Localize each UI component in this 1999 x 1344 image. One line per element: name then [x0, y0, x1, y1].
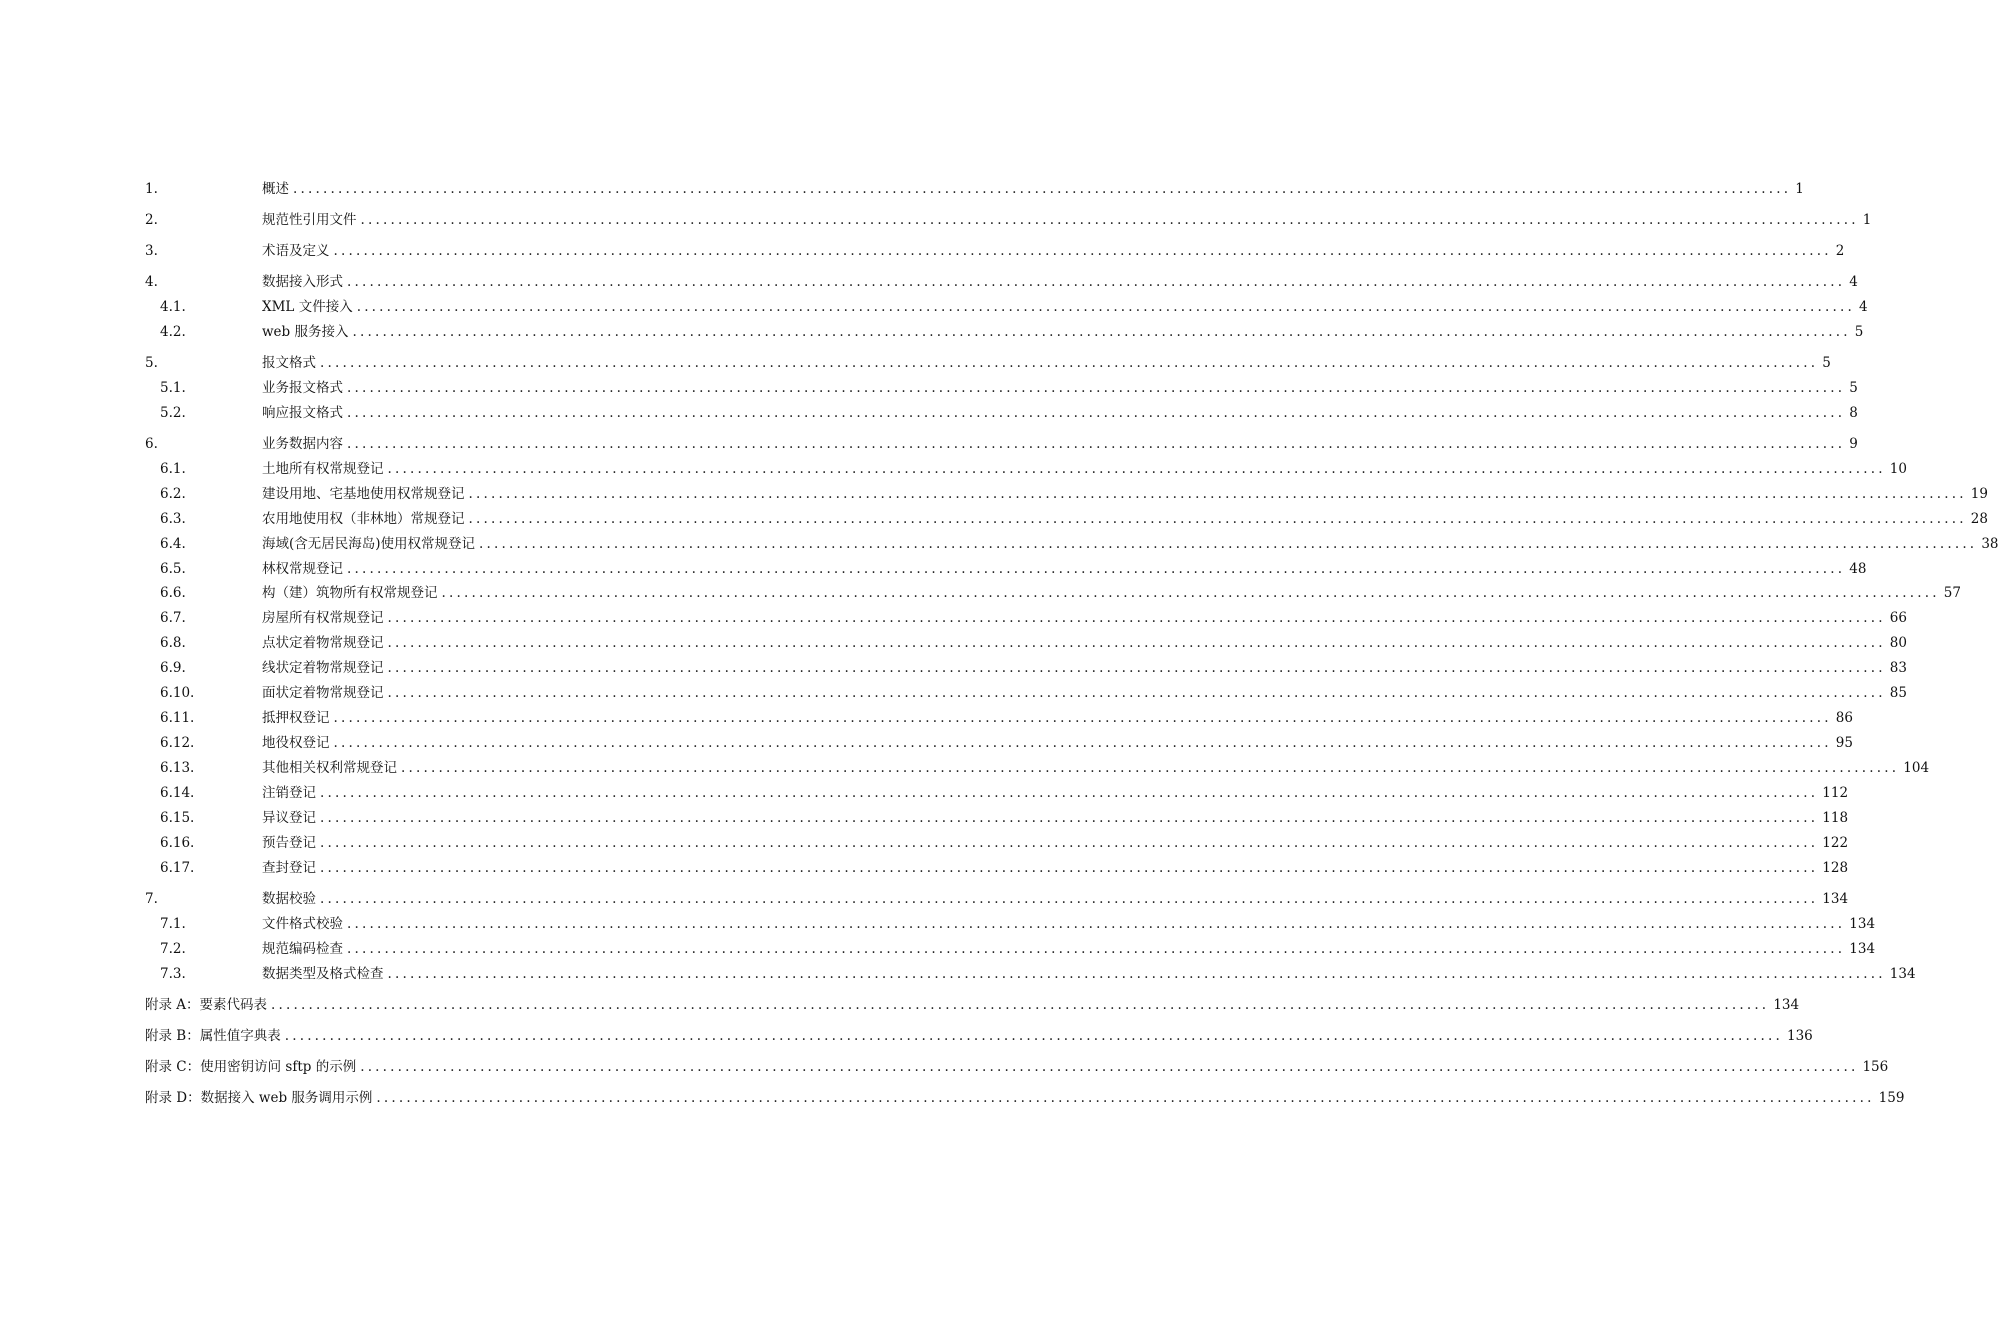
toc-entry-page-number: 112: [1822, 785, 1849, 801]
toc-leader-dots: ........................................................................................................................................................................................................: [333, 735, 1832, 751]
toc-entry[interactable]: [0, 210, 1872, 230]
toc-entry-page-number: 118: [1822, 810, 1849, 826]
toc-entry[interactable]: [0, 509, 1988, 529]
toc-entry-number: 5.1.: [160, 380, 186, 396]
toc-leader-dots: ........................................................................................................................................................................................................: [347, 436, 1846, 452]
toc-entry-page-number: 80: [1889, 635, 1907, 651]
toc-entry[interactable]: [0, 1088, 1905, 1108]
toc-entry-title: 查封登记: [262, 860, 316, 876]
toc-entry[interactable]: [0, 964, 1916, 984]
toc-entry-title: web 服务接入: [262, 324, 349, 340]
toc-entry-page-number: 9: [1849, 436, 1858, 452]
toc-entry-number: 3.: [145, 243, 158, 259]
toc-entry-number: 6.10.: [160, 685, 195, 701]
toc-entry-title: 文件格式校验: [262, 916, 343, 932]
toc-entry-title: 术语及定义: [262, 243, 330, 259]
toc-entry-number: 4.: [145, 274, 158, 290]
toc-entry-number: 2.: [145, 212, 158, 228]
toc-entry-page-number: 136: [1786, 1028, 1813, 1044]
toc-entry-page-number: 66: [1889, 610, 1907, 626]
toc-entry-page-number: 28: [1970, 511, 1988, 527]
toc-entry[interactable]: [0, 297, 1868, 317]
toc-entry-page-number: 10: [1889, 461, 1907, 477]
toc-leader-dots: ........................................................................................................................................................................................................: [320, 355, 1819, 371]
toc-entry-page-number: 134: [1822, 891, 1849, 907]
toc-entry-number: 6.2.: [160, 486, 186, 502]
toc-leader-dots: ........................................................................................................................................................................................................: [347, 380, 1846, 396]
toc-entry-page-number: 134: [1889, 966, 1916, 982]
toc-entry[interactable]: [0, 939, 1876, 959]
toc-entry[interactable]: [0, 179, 1804, 199]
toc-entry-title: 报文格式: [262, 355, 316, 371]
toc-entry-page-number: 95: [1835, 735, 1853, 751]
toc-entry-title: 数据校验: [262, 891, 316, 907]
toc-entry-number: 6.6.: [160, 585, 186, 601]
toc-entry-number: 6.11.: [160, 710, 195, 726]
toc-leader-dots: ........................................................................................................................................................................................................: [387, 610, 1886, 626]
toc-entry-title: 其他相关权利常规登记: [262, 760, 397, 776]
toc-entry[interactable]: [0, 914, 1876, 934]
toc-leader-dots: ........................................................................................................................................................................................................: [333, 243, 1832, 259]
toc-entry-page-number: 159: [1878, 1090, 1905, 1106]
toc-entry-number: 6.8.: [160, 635, 186, 651]
toc-entry-page-number: 122: [1822, 835, 1849, 851]
toc-entry-page-number: 5: [1849, 380, 1858, 396]
toc-entry-title: 规范编码检查: [262, 941, 343, 957]
toc-leader-dots: ........................................................................................................................................................................................................: [479, 536, 1978, 552]
toc-entry-page-number: 1: [1795, 181, 1804, 197]
toc-entry-page-number: 104: [1903, 760, 1930, 776]
toc-leader-dots: ........................................................................................................................................................................................................: [387, 635, 1886, 651]
toc-entry[interactable]: [0, 272, 1858, 292]
toc-entry-page-number: 57: [1943, 585, 1961, 601]
toc-entry[interactable]: [0, 534, 1999, 554]
toc-entry-page-number: 85: [1889, 685, 1907, 701]
toc-entry-title: 附录 D：数据接入 web 服务调用示例: [145, 1090, 373, 1106]
toc-leader-dots: ........................................................................................................................................................................................................: [387, 461, 1886, 477]
toc-leader-dots: ........................................................................................................................................................................................................: [360, 212, 1859, 228]
toc-leader-dots: ........................................................................................................................................................................................................: [320, 835, 1819, 851]
toc-leader-dots: ........................................................................................................................................................................................................: [441, 585, 1940, 601]
toc-leader-dots: ........................................................................................................................................................................................................: [293, 181, 1792, 197]
toc-entry-title: 异议登记: [262, 810, 316, 826]
toc-leader-dots: ........................................................................................................................................................................................................: [271, 997, 1770, 1013]
toc-entry-page-number: 134: [1849, 941, 1876, 957]
toc-leader-dots: ........................................................................................................................................................................................................: [401, 760, 1900, 776]
toc-entry[interactable]: [0, 808, 1849, 828]
toc-entry-title: 业务报文格式: [262, 380, 343, 396]
toc-entry-title: 地役权登记: [262, 735, 330, 751]
toc-entry-page-number: 5: [1854, 324, 1864, 340]
toc-entry[interactable]: [0, 889, 1849, 909]
toc-entry-title: 线状定着物常规登记: [262, 660, 384, 676]
toc-entry-title: 面状定着物常规登记: [262, 685, 384, 701]
toc-leader-dots: ........................................................................................................................................................................................................: [352, 324, 1851, 340]
toc-leader-dots: ........................................................................................................................................................................................................: [387, 660, 1886, 676]
toc-entry-page-number: 19: [1970, 486, 1988, 502]
toc-entry-page-number: 2: [1835, 243, 1845, 259]
toc-entry-number: 6.12.: [160, 735, 195, 751]
toc-leader-dots: ........................................................................................................................................................................................................: [468, 486, 1967, 502]
toc-entry-title: 业务数据内容: [262, 436, 343, 452]
toc-entry-title: 抵押权登记: [262, 710, 330, 726]
toc-entry-title: 构（建）筑物所有权常规登记: [262, 585, 438, 601]
toc-entry-page-number: 156: [1862, 1059, 1889, 1075]
toc-entry-page-number: 1: [1862, 212, 1872, 228]
toc-entry-title: 附录 C：使用密钥访问 sftp 的示例: [145, 1059, 357, 1075]
toc-entry-number: 6.4.: [160, 536, 186, 552]
toc-entry[interactable]: [0, 783, 1849, 803]
toc-entry-number: 6.14.: [160, 785, 195, 801]
toc-entry-title: XML 文件接入: [262, 299, 353, 315]
toc-entry[interactable]: [0, 1026, 1813, 1046]
toc-entry[interactable]: [0, 403, 1858, 423]
toc-entry-page-number: 83: [1889, 660, 1907, 676]
toc-entry[interactable]: [0, 608, 1907, 628]
toc-leader-dots: ........................................................................................................................................................................................................: [468, 511, 1967, 527]
toc-leader-dots: ........................................................................................................................................................................................................: [347, 561, 1846, 577]
toc-entry-title: 点状定着物常规登记: [262, 635, 384, 651]
toc-entry-number: 6.9.: [160, 660, 186, 676]
toc-entry-number: 6.17.: [160, 860, 195, 876]
toc-entry-number: 5.: [145, 355, 158, 371]
toc-entry-number: 1.: [145, 181, 158, 197]
toc-leader-dots: ........................................................................................................................................................................................................: [387, 966, 1886, 982]
toc-entry-title: 农用地使用权（非林地）常规登记: [262, 511, 465, 527]
toc-entry-number: 6.1.: [160, 461, 186, 477]
toc-entry-number: 6.: [145, 436, 158, 452]
toc-entry[interactable]: [0, 434, 1858, 454]
toc-leader-dots: ........................................................................................................................................................................................................: [387, 685, 1886, 701]
toc-entry-title: 响应报文格式: [262, 405, 343, 421]
toc-entry[interactable]: [0, 241, 1845, 261]
toc-entry[interactable]: [0, 658, 1907, 678]
toc-entry-page-number: 4: [1858, 299, 1868, 315]
toc-entry-number: 7.1.: [160, 916, 186, 932]
toc-entry-page-number: 134: [1849, 916, 1876, 932]
toc-entry[interactable]: [0, 683, 1907, 703]
toc-entry-number: 4.2.: [160, 324, 186, 340]
toc-entry-number: 6.3.: [160, 511, 186, 527]
toc-entry-title: 数据接入形式: [262, 274, 343, 290]
toc-leader-dots: ........................................................................................................................................................................................................: [347, 274, 1846, 290]
toc-entry-title: 概述: [262, 181, 289, 197]
toc-entry-page-number: 5: [1822, 355, 1831, 371]
toc-entry-title: 附录 B：属性值字典表: [145, 1028, 281, 1044]
toc-entry-page-number: 38: [1981, 536, 1999, 552]
toc-entry-number: 6.5.: [160, 561, 186, 577]
toc-leader-dots: ........................................................................................................................................................................................................: [320, 810, 1819, 826]
toc-entry-title: 土地所有权常规登记: [262, 461, 384, 477]
toc-entry[interactable]: [0, 378, 1858, 398]
toc-entry-title: 建设用地、宅基地使用权常规登记: [262, 486, 465, 502]
toc-entry-page-number: 8: [1849, 405, 1858, 421]
toc-entry-page-number: 134: [1773, 997, 1800, 1013]
toc-entry-page-number: 4: [1849, 274, 1858, 290]
toc-leader-dots: ........................................................................................................................................................................................................: [347, 941, 1846, 957]
toc-entry[interactable]: [0, 583, 1961, 603]
toc-entry[interactable]: [0, 559, 1867, 579]
toc-entry-number: 7.2.: [160, 941, 186, 957]
toc-entry-title: 注销登记: [262, 785, 316, 801]
toc-entry[interactable]: [0, 322, 1864, 342]
toc-entry[interactable]: [0, 353, 1831, 373]
toc-entry-number: 5.2.: [160, 405, 186, 421]
toc-entry-page-number: 86: [1835, 710, 1853, 726]
toc-entry[interactable]: [0, 758, 1930, 778]
toc-entry[interactable]: [0, 708, 1853, 728]
toc-entry-title: 数据类型及格式检查: [262, 966, 384, 982]
toc-entry-page-number: 128: [1822, 860, 1849, 876]
toc-leader-dots: ........................................................................................................................................................................................................: [376, 1090, 1875, 1106]
toc-entry-number: 4.1.: [160, 299, 186, 315]
toc-entry[interactable]: [0, 995, 1800, 1015]
toc-entry[interactable]: [0, 733, 1853, 753]
toc-leader-dots: ........................................................................................................................................................................................................: [347, 405, 1846, 421]
toc-entry[interactable]: [0, 1057, 1889, 1077]
toc-leader-dots: ........................................................................................................................................................................................................: [320, 891, 1819, 907]
toc-entry-title: 附录 A：要素代码表: [145, 997, 268, 1013]
toc-entry-number: 6.16.: [160, 835, 195, 851]
toc-entry-title: 规范性引用文件: [262, 212, 357, 228]
toc-entry[interactable]: [0, 833, 1849, 853]
toc-entry-number: 7.3.: [160, 966, 186, 982]
toc-leader-dots: ........................................................................................................................................................................................................: [333, 710, 1832, 726]
toc-leader-dots: ........................................................................................................................................................................................................: [360, 1059, 1859, 1075]
toc-entry-number: 6.13.: [160, 760, 195, 776]
toc-entry[interactable]: [0, 858, 1849, 878]
toc-entry-number: 7.: [145, 891, 158, 907]
toc-entry-page-number: 48: [1849, 561, 1867, 577]
toc-entry-title: 房屋所有权常规登记: [262, 610, 384, 626]
toc-entry[interactable]: [0, 484, 1988, 504]
toc-entry-number: 6.7.: [160, 610, 186, 626]
toc-leader-dots: ........................................................................................................................................................................................................: [356, 299, 1855, 315]
toc-leader-dots: ........................................................................................................................................................................................................: [284, 1028, 1783, 1044]
toc-leader-dots: ........................................................................................................................................................................................................: [320, 785, 1819, 801]
toc-entry[interactable]: [0, 459, 1907, 479]
toc-entry-title: 海域(含无居民海岛)使用权常规登记: [262, 536, 476, 552]
toc-entry-number: 6.15.: [160, 810, 195, 826]
toc-entry-title: 预告登记: [262, 835, 316, 851]
toc-leader-dots: ........................................................................................................................................................................................................: [320, 860, 1819, 876]
toc-leader-dots: ........................................................................................................................................................................................................: [347, 916, 1846, 932]
toc-entry-title: 林权常规登记: [262, 561, 343, 577]
toc-entry[interactable]: [0, 633, 1907, 653]
